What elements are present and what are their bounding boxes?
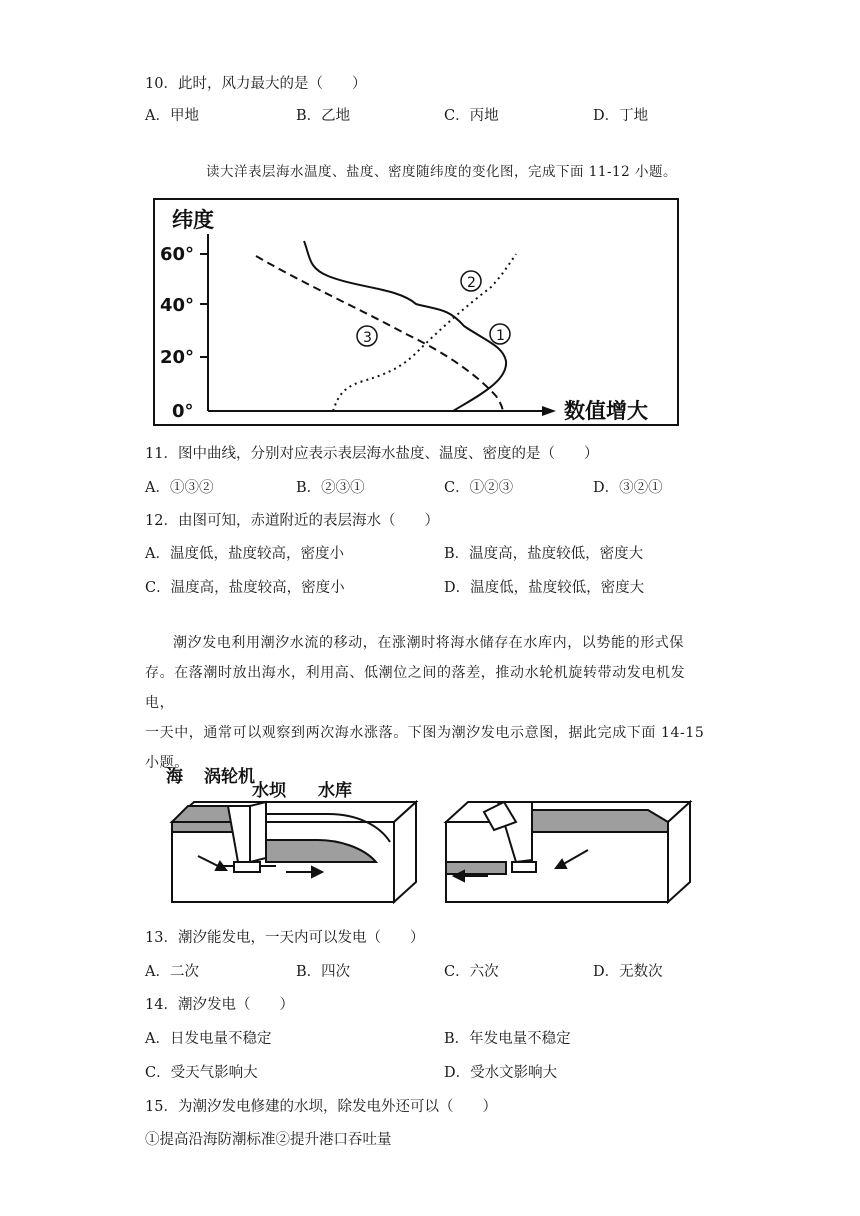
- y-tick-60: 60°: [160, 244, 195, 265]
- q11-option-a: A．①③②: [145, 480, 214, 496]
- x-axis-title: 数值增大: [564, 399, 648, 423]
- intro-13-15-line4: 小题。: [145, 755, 189, 771]
- q11-option-d: D．③②①: [593, 480, 663, 496]
- q12-option-c: C．温度高，盐度较高，密度小: [145, 580, 345, 596]
- q15-stem: 15．为潮汐发电修建的水坝，除发电外还可以（ ）: [145, 1099, 497, 1115]
- q11-option-c: C．①②③: [444, 480, 514, 496]
- intro-11-12: 读大洋表层海水温度、盐度、密度随纬度的变化图，完成下面 11-12 小题。: [206, 164, 677, 180]
- y-tick-20: 20°: [160, 347, 195, 368]
- intro-13-15-line3: 一天中，通常可以观察到两次海水涨落。下图为潮汐发电示意图，据此完成下面 14-15: [145, 725, 705, 741]
- label-turbine: 涡轮机: [204, 767, 255, 787]
- q14-option-a: A．日发电量不稳定: [145, 1031, 272, 1047]
- q11-option-b: B．②③①: [296, 480, 365, 496]
- intro-13-15-line2: 存。在落潮时放出海水，利用高、低潮位之间的落差，推动水轮机旋转带动发电机发电，: [145, 665, 686, 711]
- q10-option-d: D．丁地: [593, 108, 649, 124]
- q15-statements: ①提高沿海防潮标准②提升港口吞吐量: [145, 1132, 392, 1148]
- q14-option-b: B．年发电量不稳定: [444, 1031, 571, 1047]
- label-sea: 海: [166, 767, 183, 787]
- q14-option-c: C．受天气影响大: [145, 1065, 258, 1081]
- q10-option-a: A．甲地: [145, 108, 199, 124]
- curve-3: [256, 256, 503, 411]
- y-tick-0: 0°: [172, 401, 194, 422]
- right-block: [446, 802, 690, 902]
- svg-text:1: 1: [496, 328, 505, 344]
- q13-option-d: D．无数次: [593, 964, 663, 980]
- q14-stem: 14．潮汐发电（ ）: [145, 997, 294, 1013]
- label-dam: 水坝: [252, 781, 286, 801]
- q13-option-c: C．六次: [444, 964, 499, 980]
- q10-stem: 10．此时，风力最大的是（ ）: [145, 76, 367, 92]
- tidal-power-figure: [158, 762, 702, 910]
- q11-stem: 11．图中曲线，分别对应表示表层海水盐度、温度、密度的是（ ）: [145, 446, 599, 462]
- intro-13-15-line1: 潮汐发电利用潮汐水流的移动，在涨潮时将海水储存在水库内，以势能的形式保: [173, 635, 684, 651]
- q10-option-c: C．丙地: [444, 108, 499, 124]
- y-axis-title: 纬度: [172, 208, 214, 232]
- left-block: [172, 802, 416, 902]
- latitude-profile-figure: [148, 196, 684, 428]
- intro-13-15: [145, 628, 705, 778]
- q13-option-a: A．二次: [145, 964, 199, 980]
- q13-stem: 13．潮汐能发电，一天内可以发电（ ）: [145, 930, 425, 946]
- q12-option-d: D．温度低，盐度较低，密度大: [444, 580, 645, 596]
- curve-1: [304, 241, 506, 411]
- q12-option-b: B．温度高，盐度较低，密度大: [444, 546, 644, 562]
- q10-option-b: B．乙地: [296, 108, 351, 124]
- label-reservoir: 水库: [318, 781, 352, 801]
- q12-stem: 12．由图可知，赤道附近的表层海水（ ）: [145, 513, 439, 529]
- svg-text:3: 3: [363, 330, 372, 346]
- q14-option-d: D．受水文影响大: [444, 1065, 558, 1081]
- y-tick-40: 40°: [160, 295, 195, 316]
- q12-option-a: A．温度低，盐度较高，密度小: [145, 546, 344, 562]
- svg-text:2: 2: [467, 275, 476, 291]
- q13-option-b: B．四次: [296, 964, 351, 980]
